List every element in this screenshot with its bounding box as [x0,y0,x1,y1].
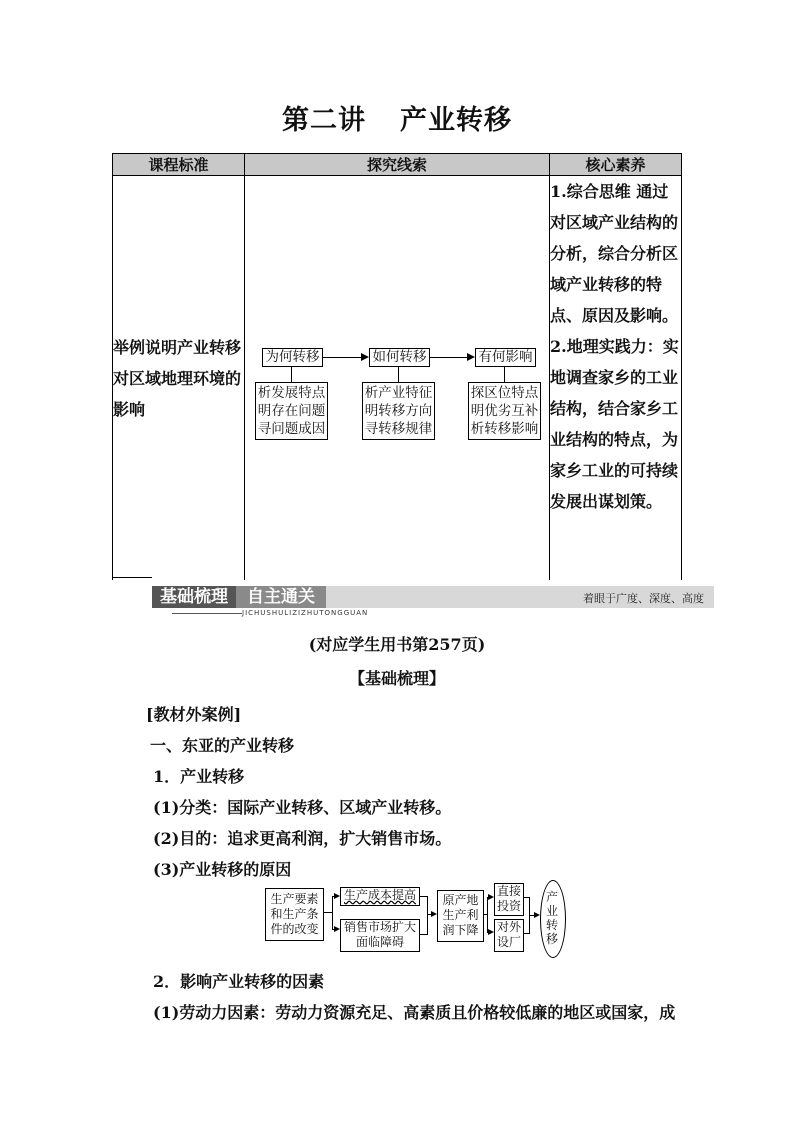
clue-flow-diagram [245,176,549,580]
heading-industry-transfer: 1．产业转移 [153,767,245,786]
item-classification: (1)分类：国际产业转移、区域产业转移。 [153,798,452,817]
cause-connector [487,897,488,933]
item-purpose: (2)目的：追求更高利润，扩大销售市场。 [153,829,452,848]
page-title: 第二讲 产业转移 [282,105,512,136]
clues-cell [245,176,550,581]
flow-connector [291,366,292,382]
cause-box-profit: 原产地生产利润下降 [437,890,484,942]
item-labor: (1)劳动力因素：劳动力资源充足、高素质且价格较低廉的地区或国家，成 [153,1003,676,1022]
cause-connector [324,912,332,913]
standard-cell: 举例说明产业转移对区域地理环境的影响 [113,176,245,581]
section-banner [152,586,712,618]
heading-east-asia: 一、东亚的产业转移 [150,736,295,755]
flow-sub-impact: 探区位特点 明优劣互补 析转移影响 [468,382,541,440]
banner-sub-label: 自主通关 [236,586,326,608]
page-reference: (对应学生用书第257页) [308,635,486,654]
section-heading: 【基础梳理】 [348,669,445,688]
flow-box-impact: 有何影响 [475,348,536,367]
heading-factors: 2．影响产业转移的因素 [153,972,325,991]
cause-box-invest: 直接投资 [494,883,524,916]
literacy-item-2: 2.地理实践力：实地调查家乡的工业结构，结合家乡工业结构的特点，为家乡工业的可持续发展出谋划策。 [550,337,679,511]
banner-note: 着眼于广度、深度、高度 [583,592,704,605]
banner-main-label: 基础梳理 [152,586,236,608]
banner-rule [172,613,242,614]
cause-connector [332,896,333,929]
flow-arrow-line [322,357,362,358]
cause-box-start: 生产要素和生产条件的改变 [265,888,324,941]
cause-result-text: 产业转移 [546,890,559,946]
cause-connector [419,934,427,935]
flow-sub-why: 析发展特点 明存在问题 寻问题成因 [255,382,328,440]
cause-connector [427,896,428,935]
cause-connector [419,896,427,897]
flow-connector [398,366,399,382]
flow-connector [504,366,505,382]
table-bottom-rule [112,577,152,578]
flow-box-why: 为何转移 [262,348,323,367]
header-literacy: 核心素养 [550,154,682,176]
arrow-icon [361,353,369,361]
case-label: [教材外案例] [146,705,242,724]
literacy-cell [550,176,682,581]
literacy-item-1: 1.综合思维 通过对区域产业结构的分析，综合分析区域产业转移的特点、原因及影响。 [550,182,679,325]
item-causes: (3)产业转移的原因 [153,860,292,879]
banner-pinyin: JICHUSHULIZIZHUTONGGUAN [242,609,369,617]
flow-arrow-line [429,357,468,358]
cause-box-factory: 对外设厂 [494,919,524,952]
cause-diagram [262,880,572,960]
cause-box-market: 销售市场扩大面临障碍 [340,919,420,952]
cause-box-cost: 生产成本提高 [340,887,420,906]
header-clues: 探究线索 [245,154,550,176]
flow-box-how: 如何转移 [369,348,430,367]
header-standard: 课程标准 [113,154,245,176]
curriculum-table [112,153,682,580]
flow-sub-how: 析产业特征 明转移方向 寻转移规律 [362,382,435,440]
arrow-icon [467,353,475,361]
banner-bar [326,586,714,608]
